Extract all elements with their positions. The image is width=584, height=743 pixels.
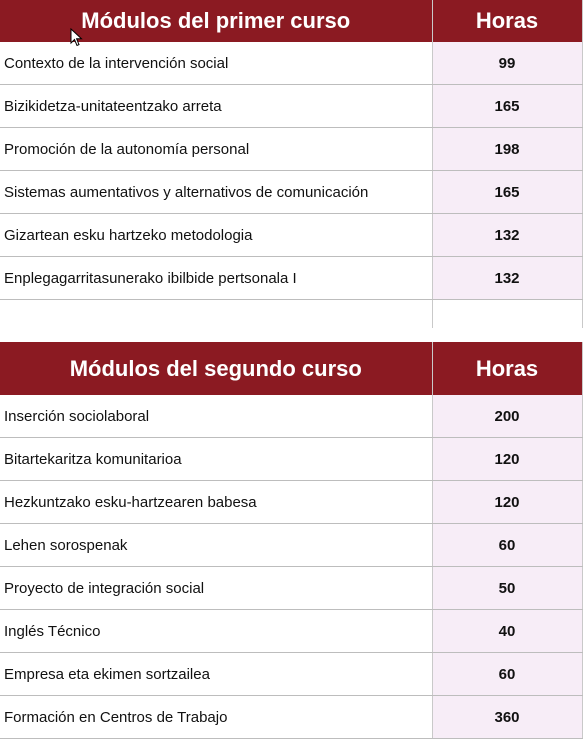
table-row	[0, 438, 582, 481]
module-hours: 360	[432, 696, 582, 739]
module-hours: 99	[432, 42, 582, 85]
module-name: Bizikidetza-unitateentzako arreta	[0, 85, 432, 128]
table-row	[0, 42, 582, 85]
table-row	[0, 395, 582, 438]
table-row	[0, 567, 582, 610]
table-header-row	[0, 342, 582, 395]
table-spacer-row	[0, 300, 582, 329]
module-hours: 165	[432, 171, 582, 214]
table-row	[0, 696, 582, 739]
table-row	[0, 524, 582, 567]
module-name: Inserción sociolaboral	[0, 395, 432, 438]
module-hours: 50	[432, 567, 582, 610]
second-year-modules-table	[0, 342, 583, 739]
mouse-pointer-icon	[70, 28, 84, 48]
header-modules: Módulos del segundo curso	[0, 342, 432, 395]
table-row	[0, 257, 582, 300]
module-hours: 132	[432, 214, 582, 257]
table-row	[0, 171, 582, 214]
module-hours: 40	[432, 610, 582, 653]
first-year-modules-table	[0, 0, 583, 328]
module-name: Inglés Técnico	[0, 610, 432, 653]
module-hours: 165	[432, 85, 582, 128]
module-hours: 132	[432, 257, 582, 300]
module-hours: 198	[432, 128, 582, 171]
module-name: Hezkuntzako esku-hartzearen babesa	[0, 481, 432, 524]
empty-cell	[432, 300, 582, 329]
module-hours: 120	[432, 481, 582, 524]
table-row	[0, 610, 582, 653]
module-name: Enplegagarritasunerako ibilbide pertsonala I	[0, 257, 432, 300]
module-name: Lehen sorospenak	[0, 524, 432, 567]
module-hours: 200	[432, 395, 582, 438]
table-row	[0, 481, 582, 524]
module-name: Contexto de la intervención social	[0, 42, 432, 85]
table-row	[0, 128, 582, 171]
module-name: Promoción de la autonomía personal	[0, 128, 432, 171]
empty-cell	[0, 300, 432, 329]
table-header-row	[0, 0, 582, 42]
module-name: Formación en Centros de Trabajo	[0, 696, 432, 739]
module-name: Proyecto de integración social	[0, 567, 432, 610]
module-name: Bitartekaritza komunitarioa	[0, 438, 432, 481]
module-hours: 60	[432, 653, 582, 696]
module-hours: 120	[432, 438, 582, 481]
table-row	[0, 85, 582, 128]
module-hours: 60	[432, 524, 582, 567]
module-name: Empresa eta ekimen sortzailea	[0, 653, 432, 696]
header-hours: Horas	[432, 342, 582, 395]
module-name: Sistemas aumentativos y alternativos de comunicación	[0, 171, 432, 214]
header-hours: Horas	[432, 0, 582, 42]
header-modules: Módulos del primer curso	[0, 0, 432, 42]
table-row	[0, 653, 582, 696]
table-row	[0, 214, 582, 257]
module-name: Gizartean esku hartzeko metodologia	[0, 214, 432, 257]
